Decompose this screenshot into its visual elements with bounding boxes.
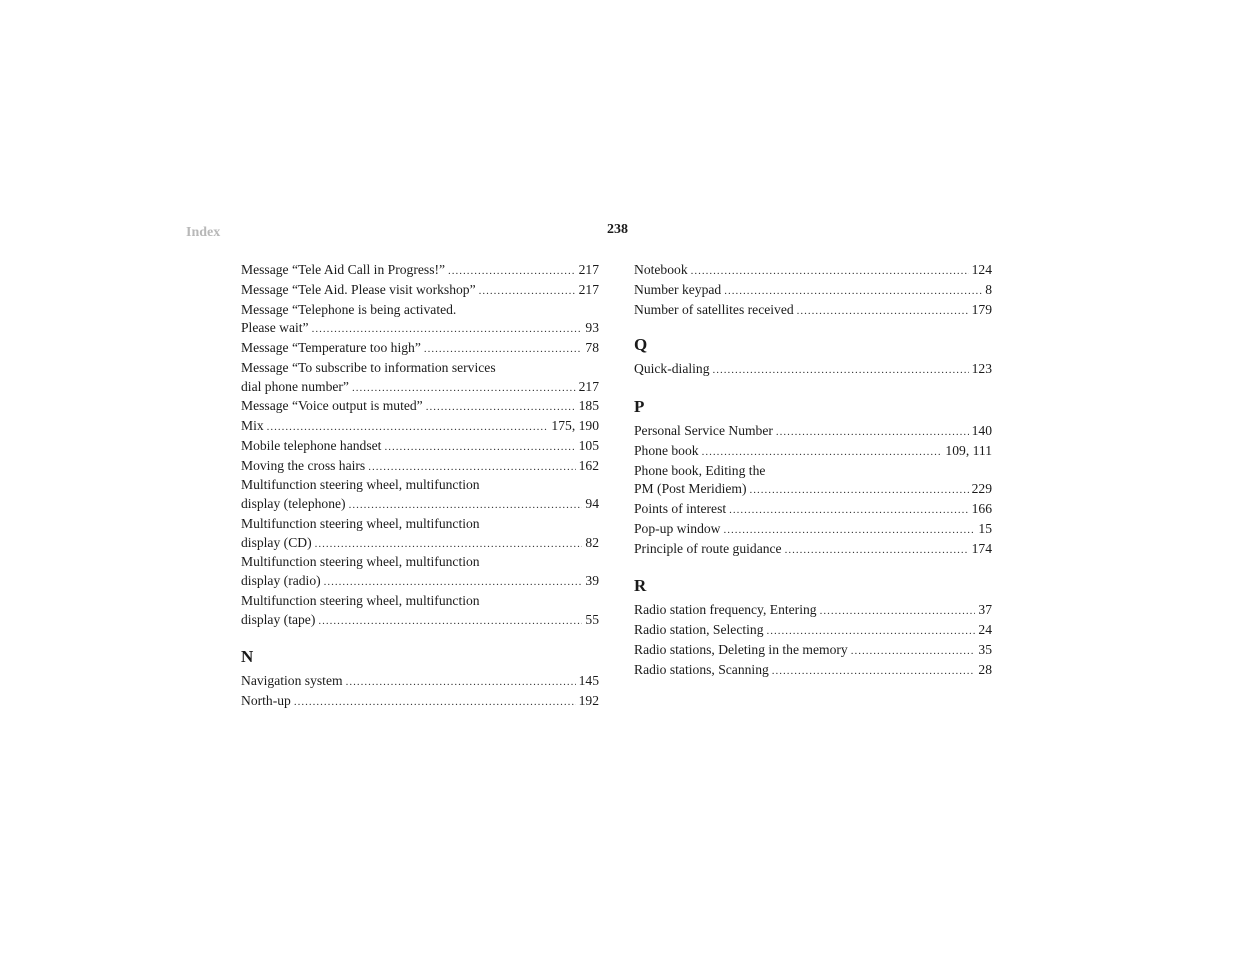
index-entry — [634, 621, 992, 641]
index-entry — [241, 339, 599, 359]
section-letter-r: R — [634, 576, 647, 596]
index-entry — [634, 261, 992, 281]
index-entry — [241, 417, 599, 437]
entry-text: Number keypad — [634, 281, 722, 297]
entry-text: Message “Tele Aid Call in Progress!” — [241, 262, 446, 277]
entry-text: display (tape) — [241, 611, 316, 627]
dot-leader — [352, 378, 576, 398]
entry-page: 124 — [971, 262, 992, 277]
index-entry — [241, 457, 599, 477]
entry-text-continued: Multifunction steering wheel, multifunction — [241, 592, 480, 608]
entry-page: 109, 111 — [945, 442, 992, 458]
dot-leader — [479, 281, 576, 301]
dot-leader — [318, 611, 582, 631]
dot-leader — [797, 301, 969, 321]
entry-text: display (telephone) — [241, 496, 346, 511]
index-entry — [634, 661, 992, 681]
index-entry — [634, 360, 992, 380]
entry-text-continued: Message “To subscribe to information services — [241, 359, 496, 375]
section-letter-p: P — [634, 397, 645, 416]
dot-leader — [324, 572, 583, 592]
entry-text: display (radio) — [241, 573, 321, 588]
entry-page: 105 — [578, 437, 599, 453]
dot-leader — [785, 540, 969, 560]
dot-leader — [767, 621, 976, 641]
index-entry — [241, 553, 599, 592]
dot-leader — [691, 261, 969, 281]
index-entry — [241, 359, 599, 398]
dot-leader — [750, 480, 969, 500]
dot-leader — [723, 520, 975, 540]
entry-page: 39 — [585, 573, 599, 588]
entry-page: 140 — [971, 423, 992, 438]
entry-text: Radio station, Selecting — [634, 622, 764, 637]
dot-leader — [851, 641, 976, 661]
index-entry — [241, 301, 599, 340]
entry-text: Points of interest — [634, 501, 727, 516]
entry-page: 78 — [585, 340, 599, 355]
index-entry — [241, 592, 599, 631]
index-entry — [241, 692, 599, 712]
entry-text: Message “Temperature too high” — [241, 340, 421, 355]
entry-page: 55 — [585, 611, 599, 627]
entry-text: Pop-up window — [634, 520, 721, 536]
index-column-right — [634, 261, 992, 680]
entry-text-continued: Message “Telephone is being activated. — [241, 301, 457, 317]
entry-text: Navigation system — [241, 673, 343, 689]
dot-leader — [267, 417, 549, 437]
entry-page: 35 — [978, 641, 992, 657]
dot-leader — [315, 534, 583, 554]
entry-text: PM (Post Meridiem) — [634, 481, 747, 497]
dot-leader — [776, 422, 969, 442]
entry-page: 24 — [978, 622, 992, 637]
entry-text-continued: Multifunction steering wheel, multifunction — [241, 515, 480, 531]
index-entry — [634, 281, 992, 301]
entry-text: North-up — [241, 693, 291, 708]
entry-text: Mobile telephone handset — [241, 437, 382, 453]
index-entry — [634, 422, 992, 442]
section-letter-n: N — [241, 647, 254, 667]
index-entry — [634, 462, 992, 481]
entry-text: Phone book — [634, 442, 699, 458]
entry-page: 229 — [971, 481, 992, 497]
entry-page: 8 — [985, 281, 992, 297]
dot-leader — [349, 495, 583, 515]
dot-leader — [426, 397, 576, 417]
entry-text: Radio stations, Deleting in the memory — [634, 641, 848, 657]
section-letter-q: Q — [634, 335, 648, 355]
entry-page: 28 — [978, 661, 992, 677]
dot-leader — [702, 442, 943, 462]
entry-page: 179 — [971, 301, 992, 317]
dot-leader — [368, 457, 575, 477]
index-column-left — [241, 261, 599, 712]
entry-text: Please wait” — [241, 320, 309, 336]
index-entry — [634, 442, 992, 462]
index-entry — [241, 281, 599, 301]
dot-leader — [448, 261, 576, 281]
index-entry — [241, 515, 599, 554]
page-number: 238 — [607, 222, 628, 237]
running-header-section: Index — [186, 225, 221, 240]
entry-text: Radio stations, Scanning — [634, 661, 769, 677]
entry-page: 15 — [978, 520, 992, 536]
index-entry — [634, 540, 992, 560]
dot-leader — [729, 500, 968, 520]
entry-text-continued: Multifunction steering wheel, multifunction — [241, 554, 480, 570]
index-entry — [634, 500, 992, 520]
index-entry — [241, 261, 599, 281]
entry-text: Number of satellites received — [634, 301, 794, 317]
dot-leader — [312, 319, 583, 339]
entry-text: Message “Tele Aid. Please visit workshop” — [241, 281, 476, 297]
entry-text: Message “Voice output is muted” — [241, 398, 423, 414]
entry-text: Principle of route guidance — [634, 540, 782, 556]
entry-text: Moving the cross hairs — [241, 457, 366, 473]
index-entry — [634, 641, 992, 661]
entry-text: Phone book, Editing the — [634, 462, 766, 478]
dot-leader — [713, 360, 969, 380]
index-entry — [241, 437, 599, 457]
entry-page: 123 — [971, 361, 992, 377]
entry-page: 145 — [578, 673, 599, 689]
entry-page: 166 — [971, 501, 992, 516]
entry-page: 162 — [578, 457, 599, 473]
dot-leader — [424, 339, 583, 359]
entry-text: Notebook — [634, 262, 688, 277]
index-entry — [634, 601, 992, 621]
dot-leader — [820, 601, 976, 621]
index-entry — [634, 301, 992, 321]
entry-text: Quick-dialing — [634, 361, 710, 377]
entry-text: display (CD) — [241, 534, 312, 550]
entry-page: 37 — [978, 602, 992, 618]
entry-page: 217 — [578, 281, 599, 297]
entry-text: Mix — [241, 418, 264, 433]
index-entry — [241, 476, 599, 515]
entry-page: 217 — [578, 262, 599, 277]
entry-page: 82 — [585, 534, 599, 550]
dot-leader — [346, 672, 576, 692]
dot-leader — [772, 661, 976, 681]
dot-leader — [384, 437, 575, 457]
entry-page: 185 — [578, 398, 599, 414]
entry-page: 94 — [585, 496, 599, 511]
dot-leader — [724, 281, 982, 301]
index-entry — [241, 672, 599, 692]
entry-text: Radio station frequency, Entering — [634, 602, 817, 618]
entry-text: dial phone number” — [241, 378, 349, 394]
entry-text: Personal Service Number — [634, 423, 773, 438]
index-entry — [241, 397, 599, 417]
entry-page: 217 — [578, 378, 599, 394]
dot-leader — [294, 692, 576, 712]
entry-page: 192 — [578, 693, 599, 708]
index-entry — [634, 520, 992, 540]
entry-text-continued: Multifunction steering wheel, multifunction — [241, 477, 480, 493]
entry-page: 93 — [585, 320, 599, 336]
index-entry — [634, 480, 992, 500]
entry-page: 174 — [971, 540, 992, 556]
entry-page: 175, 190 — [551, 418, 599, 433]
